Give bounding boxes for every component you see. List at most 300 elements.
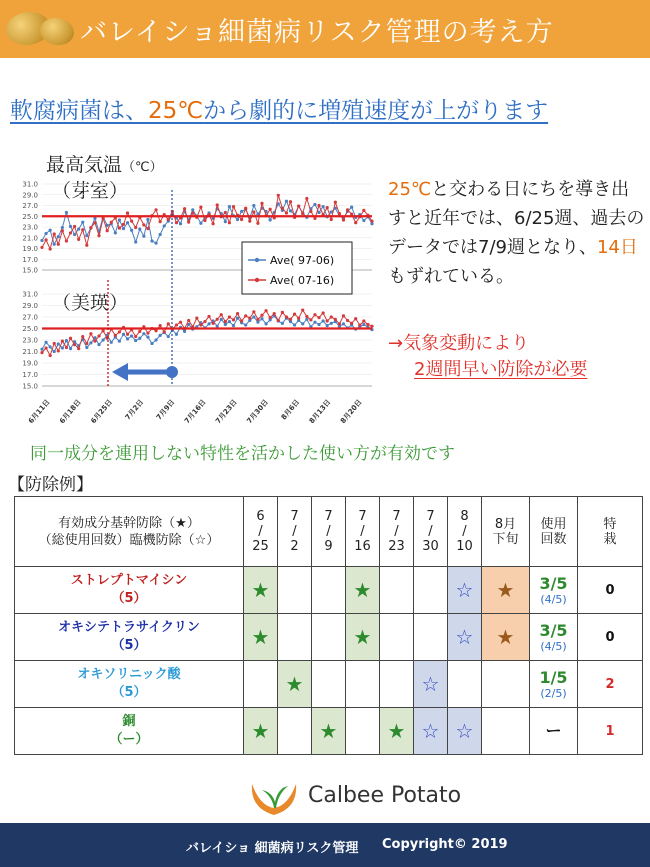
header-text: 7 xyxy=(392,509,401,524)
schedule-cell-empty xyxy=(346,661,380,708)
data-point xyxy=(53,342,56,345)
data-point xyxy=(322,319,325,322)
header-text: 23 xyxy=(388,539,405,554)
y-tick-label: 29.0 xyxy=(22,302,38,310)
schedule-cell-empty xyxy=(312,614,346,661)
data-point xyxy=(207,322,210,325)
data-point xyxy=(40,246,43,249)
data-point xyxy=(93,340,96,343)
data-point xyxy=(154,242,157,245)
ylabel-unit: （℃） xyxy=(122,160,163,175)
chart-legend xyxy=(242,242,352,294)
base-control-star-icon: ★ xyxy=(319,719,338,743)
data-point xyxy=(175,333,178,336)
chart-x-axis xyxy=(27,398,364,425)
data-point xyxy=(175,323,178,326)
data-point xyxy=(358,323,361,326)
data-point xyxy=(138,330,141,333)
data-point xyxy=(317,204,320,207)
x-tick-label: 7月2日 xyxy=(123,398,146,422)
usage-count-value: 3/5 xyxy=(539,620,568,640)
data-point xyxy=(118,330,121,333)
y-tick-label: 19.0 xyxy=(22,245,38,253)
data-point xyxy=(195,317,198,320)
data-point xyxy=(216,318,219,321)
data-point xyxy=(277,319,280,322)
side-text-main: と交わる日にちを導き出すと近年では、6/25週、過去のデータでは7/9週となり、 xyxy=(388,179,645,258)
data-point xyxy=(65,239,68,242)
data-point xyxy=(110,341,113,344)
header-text: 10 xyxy=(456,539,473,554)
data-point xyxy=(264,309,267,312)
corner-line1: 有効成分基幹防除（★） xyxy=(58,515,200,531)
data-point xyxy=(248,219,251,222)
special-cultivation-header xyxy=(578,497,643,567)
header-text: / xyxy=(326,524,331,539)
data-point xyxy=(102,338,105,341)
data-point xyxy=(44,232,47,235)
schedule-cell xyxy=(448,614,482,661)
header-text: 下旬 xyxy=(492,531,519,547)
schedule-cell-empty xyxy=(380,614,414,661)
data-point xyxy=(150,342,153,345)
schedule-cell-empty xyxy=(482,661,530,708)
side-highlight-days: 14日 xyxy=(596,237,638,258)
location-label-memuro: （芽室） xyxy=(52,180,129,202)
data-point xyxy=(338,212,341,215)
data-point xyxy=(330,218,333,221)
ad-hoc-control-star-icon: ☆ xyxy=(455,625,474,649)
chart-panel-biei xyxy=(22,291,373,391)
data-point xyxy=(187,221,190,224)
data-point xyxy=(224,323,227,326)
data-point xyxy=(285,315,288,318)
data-point xyxy=(269,316,272,319)
control-example-table xyxy=(14,496,643,755)
data-point xyxy=(285,200,288,203)
data-point xyxy=(126,211,129,214)
usage-count xyxy=(530,567,578,614)
header-text: 特 xyxy=(603,516,617,532)
base-control-star-icon: ★ xyxy=(353,578,372,602)
y-tick-label: 17.0 xyxy=(22,255,38,264)
x-tick-label: 7月9日 xyxy=(154,398,177,422)
ingredient-name xyxy=(15,708,244,755)
data-point xyxy=(232,324,235,327)
ylabel-text: 最高気温 xyxy=(46,154,123,176)
base-control-star-icon: ★ xyxy=(353,625,372,649)
data-point xyxy=(305,197,308,200)
data-point xyxy=(362,323,365,326)
header-text: 6 xyxy=(256,509,265,524)
schedule-cell xyxy=(244,614,278,661)
data-point xyxy=(362,219,365,222)
header-text: 栽 xyxy=(603,531,617,547)
header-text: / xyxy=(258,524,263,539)
data-point xyxy=(334,318,337,321)
schedule-cell-empty xyxy=(346,708,380,755)
data-point xyxy=(187,319,190,322)
data-point xyxy=(134,226,137,229)
data-point xyxy=(61,346,64,349)
usage-count-total: (4/5) xyxy=(540,592,567,606)
special-cultivation-count: 2 xyxy=(578,661,643,708)
special-cultivation-count: 1 xyxy=(578,708,643,755)
data-point xyxy=(85,234,88,237)
schedule-cell-empty xyxy=(380,567,414,614)
data-point xyxy=(199,323,202,326)
data-point xyxy=(228,205,231,208)
ingredient-label: オキソリニック酸 xyxy=(77,667,181,682)
usage-count-header xyxy=(530,497,578,567)
schedule-cell xyxy=(414,708,448,755)
data-point xyxy=(244,207,247,210)
data-point xyxy=(146,227,149,230)
data-point xyxy=(175,221,178,224)
data-point xyxy=(118,218,121,221)
ingredient-count: （5） xyxy=(111,591,147,606)
data-point xyxy=(281,207,284,210)
data-point xyxy=(44,341,47,344)
schedule-cell xyxy=(312,708,346,755)
data-point xyxy=(260,317,263,320)
data-point xyxy=(305,318,308,321)
data-point xyxy=(142,332,145,335)
data-point xyxy=(224,220,227,223)
data-point xyxy=(248,317,251,320)
base-control-star-icon: ★ xyxy=(251,578,270,602)
data-point xyxy=(334,201,337,204)
data-point xyxy=(326,324,329,327)
data-point xyxy=(252,315,255,318)
example-label: 【防除例】 xyxy=(8,475,93,495)
data-point xyxy=(65,339,68,342)
base-control-star-icon: ★ xyxy=(496,625,515,649)
data-point xyxy=(281,311,284,314)
data-point xyxy=(293,313,296,316)
x-tick-label: 7月16日 xyxy=(183,398,208,426)
schedule-cell xyxy=(448,708,482,755)
y-tick-label: 17.0 xyxy=(22,371,38,379)
data-point xyxy=(93,221,96,224)
data-point xyxy=(167,322,170,325)
data-point xyxy=(134,339,137,342)
ad-hoc-control-star-icon: ☆ xyxy=(455,578,474,602)
data-point xyxy=(354,317,357,320)
table-row xyxy=(15,708,643,755)
data-point xyxy=(240,218,243,221)
data-point xyxy=(142,235,145,238)
schedule-cell-empty xyxy=(244,661,278,708)
header-text: / xyxy=(462,524,467,539)
data-point xyxy=(342,322,345,325)
schedule-cell xyxy=(244,567,278,614)
location-label-biei: （美瑛） xyxy=(52,292,129,314)
data-point xyxy=(342,218,345,221)
ingredient-label: 銅 xyxy=(122,714,136,729)
data-point xyxy=(236,218,239,221)
y-tick-label: 19.0 xyxy=(22,359,38,368)
data-point xyxy=(69,337,72,340)
schedule-cell xyxy=(414,661,448,708)
data-point xyxy=(154,208,157,211)
ingredient-label: ストレプトマイシン xyxy=(70,573,188,588)
data-point xyxy=(77,228,80,231)
data-point xyxy=(285,211,288,214)
data-point xyxy=(69,231,72,234)
data-point xyxy=(183,207,186,210)
data-point xyxy=(269,218,272,221)
data-point xyxy=(313,313,316,316)
table-header-row xyxy=(15,497,643,567)
data-point xyxy=(236,317,239,320)
shift-arrow-head-icon xyxy=(112,363,128,381)
data-point xyxy=(260,202,263,205)
series-line xyxy=(42,195,372,249)
header-text: 8 xyxy=(460,509,469,524)
legend-entry: Ave( 97-06) xyxy=(270,254,335,267)
data-point xyxy=(220,318,223,321)
schedule-cell xyxy=(482,567,530,614)
data-point xyxy=(256,222,259,225)
data-point xyxy=(57,342,60,345)
data-point xyxy=(130,219,133,222)
ingredient-count: （5） xyxy=(111,685,147,700)
data-point xyxy=(207,315,210,318)
header-text: 8月 xyxy=(494,516,517,532)
usage-count-value: 1/5 xyxy=(539,667,568,687)
header-text: 7 xyxy=(324,509,333,524)
data-point xyxy=(293,323,296,326)
data-point xyxy=(240,319,243,322)
data-point xyxy=(97,234,100,237)
data-point xyxy=(317,323,320,326)
schedule-cell-empty xyxy=(448,661,482,708)
schedule-cell-empty xyxy=(312,661,346,708)
data-point xyxy=(244,314,247,317)
data-point xyxy=(362,319,365,322)
data-point xyxy=(159,334,162,337)
data-point xyxy=(269,208,272,211)
data-point xyxy=(224,320,227,323)
data-point xyxy=(301,322,304,325)
data-point xyxy=(134,335,137,338)
x-tick-label: 6月11日 xyxy=(27,398,52,426)
data-point xyxy=(49,229,52,232)
shift-arrow-origin xyxy=(166,366,178,378)
data-point xyxy=(97,343,100,346)
data-point xyxy=(313,203,316,206)
data-point xyxy=(118,340,121,343)
headline-highlight: 25℃ xyxy=(148,98,204,124)
header-text: 9 xyxy=(324,539,333,554)
data-point xyxy=(277,194,280,197)
data-point xyxy=(61,229,64,232)
legend-swatch-dot xyxy=(255,278,259,282)
data-point xyxy=(342,314,345,317)
data-point xyxy=(146,336,149,339)
header-title: バレイショ細菌病リスク管理の考え方 xyxy=(80,17,554,48)
data-point xyxy=(297,204,300,207)
schedule-cell-empty xyxy=(278,567,312,614)
y-tick-label: 31.0 xyxy=(22,290,38,299)
data-point xyxy=(191,208,194,211)
ingredient-label: オキシテトラサイクリン xyxy=(58,620,200,635)
schedule-cell xyxy=(346,567,380,614)
note-line1: →気象変動により xyxy=(388,333,530,354)
data-point xyxy=(118,226,121,229)
data-point xyxy=(191,211,194,214)
data-point xyxy=(65,211,68,214)
data-point xyxy=(40,351,43,354)
schedule-cell xyxy=(346,614,380,661)
y-tick-label: 25.0 xyxy=(22,212,38,221)
data-point xyxy=(281,322,284,325)
data-point xyxy=(89,226,92,229)
x-tick-label: 6月25日 xyxy=(89,398,114,426)
data-point xyxy=(130,229,133,232)
header-text: 2 xyxy=(290,539,299,554)
date-header xyxy=(448,497,482,567)
data-point xyxy=(305,315,308,318)
header-text: 7 xyxy=(290,509,299,524)
ad-hoc-control-star-icon: ☆ xyxy=(421,719,440,743)
data-point xyxy=(81,335,84,338)
data-point xyxy=(138,337,141,340)
table-row xyxy=(15,661,643,708)
data-point xyxy=(126,337,129,340)
data-point xyxy=(330,322,333,325)
header-text: 7 xyxy=(426,509,435,524)
usage-count xyxy=(530,614,578,661)
header-text: 7 xyxy=(358,509,367,524)
data-point xyxy=(260,314,263,317)
base-control-star-icon: ★ xyxy=(251,719,270,743)
data-point xyxy=(313,321,316,324)
data-point xyxy=(228,315,231,318)
data-point xyxy=(77,347,80,350)
data-point xyxy=(89,332,92,335)
data-point xyxy=(159,233,162,236)
data-point xyxy=(154,338,157,341)
schedule-cell-empty xyxy=(414,567,448,614)
data-point xyxy=(167,335,170,338)
data-point xyxy=(301,212,304,215)
table-row xyxy=(15,567,643,614)
data-point xyxy=(77,238,80,241)
header-text: 30 xyxy=(422,539,439,554)
schedule-cell-empty xyxy=(278,614,312,661)
y-tick-label: 15.0 xyxy=(22,382,38,391)
data-point xyxy=(212,322,215,325)
usage-count-total: (2/5) xyxy=(540,686,567,700)
data-point xyxy=(97,334,100,337)
y-tick-label: 27.0 xyxy=(22,202,38,210)
data-point xyxy=(256,318,259,321)
data-point xyxy=(199,222,202,225)
data-point xyxy=(346,319,349,322)
base-control-star-icon: ★ xyxy=(251,625,270,649)
data-point xyxy=(40,239,43,242)
ad-hoc-control-star-icon: ☆ xyxy=(421,672,440,696)
data-point xyxy=(236,312,239,315)
x-tick-label: 7月23日 xyxy=(214,398,239,426)
side-text-end: もずれている。 xyxy=(388,266,514,287)
climate-note xyxy=(388,331,587,383)
note-line2: 2週間早い防除が必要 xyxy=(414,359,588,380)
header-text: / xyxy=(360,524,365,539)
data-point xyxy=(81,221,84,224)
usage-count-value: 3/5 xyxy=(539,573,568,593)
date-header xyxy=(380,497,414,567)
data-point xyxy=(362,209,365,212)
data-point xyxy=(216,203,219,206)
x-tick-label: 8月6日 xyxy=(279,398,302,422)
ingredient-name xyxy=(15,614,244,661)
data-point xyxy=(232,318,235,321)
data-point xyxy=(40,348,43,351)
date-header xyxy=(414,497,448,567)
data-point xyxy=(49,354,52,357)
data-point xyxy=(317,316,320,319)
ingredient-count: （5） xyxy=(111,638,147,653)
base-control-star-icon: ★ xyxy=(496,578,515,602)
data-point xyxy=(57,349,60,352)
data-point xyxy=(244,323,247,326)
data-point xyxy=(228,320,231,323)
temperature-chart xyxy=(0,170,380,470)
header-bar xyxy=(0,0,650,58)
date-header xyxy=(312,497,346,567)
data-point xyxy=(57,235,60,238)
x-tick-label: 8月13日 xyxy=(307,398,333,426)
data-point xyxy=(240,210,243,213)
header-text: 16 xyxy=(354,539,371,554)
data-point xyxy=(163,224,166,227)
data-point xyxy=(73,225,76,228)
legend-entry: Ave( 07-16) xyxy=(270,274,335,287)
data-point xyxy=(370,325,373,328)
schedule-cell xyxy=(244,708,278,755)
data-point xyxy=(203,320,206,323)
data-point xyxy=(179,321,182,324)
schedule-cell-empty xyxy=(278,708,312,755)
data-point xyxy=(224,211,227,214)
y-tick-label: 15.0 xyxy=(22,266,38,275)
data-point xyxy=(130,334,133,337)
data-point xyxy=(322,205,325,208)
header-text: 使用 xyxy=(540,516,567,532)
y-tick-label: 25.0 xyxy=(22,325,38,333)
footer-copyright: Copyright© 2019 xyxy=(382,837,508,852)
y-tick-label: 23.0 xyxy=(22,336,38,345)
usage-count-total: (4/5) xyxy=(540,639,567,653)
data-point xyxy=(85,342,88,345)
data-point xyxy=(65,346,68,349)
data-point xyxy=(317,211,320,214)
data-point xyxy=(289,209,292,212)
data-point xyxy=(199,206,202,209)
data-point xyxy=(89,341,92,344)
data-point xyxy=(179,222,182,225)
data-point xyxy=(122,223,125,226)
header-text: 回数 xyxy=(540,531,567,547)
usage-tip: 同一成分を連用しない特性を活かした使い方が有効です xyxy=(30,444,455,464)
schedule-cell-empty xyxy=(414,614,448,661)
data-point xyxy=(273,312,276,315)
headline-post: から劇的に増殖速度が上がります xyxy=(203,98,549,124)
data-point xyxy=(126,221,129,224)
